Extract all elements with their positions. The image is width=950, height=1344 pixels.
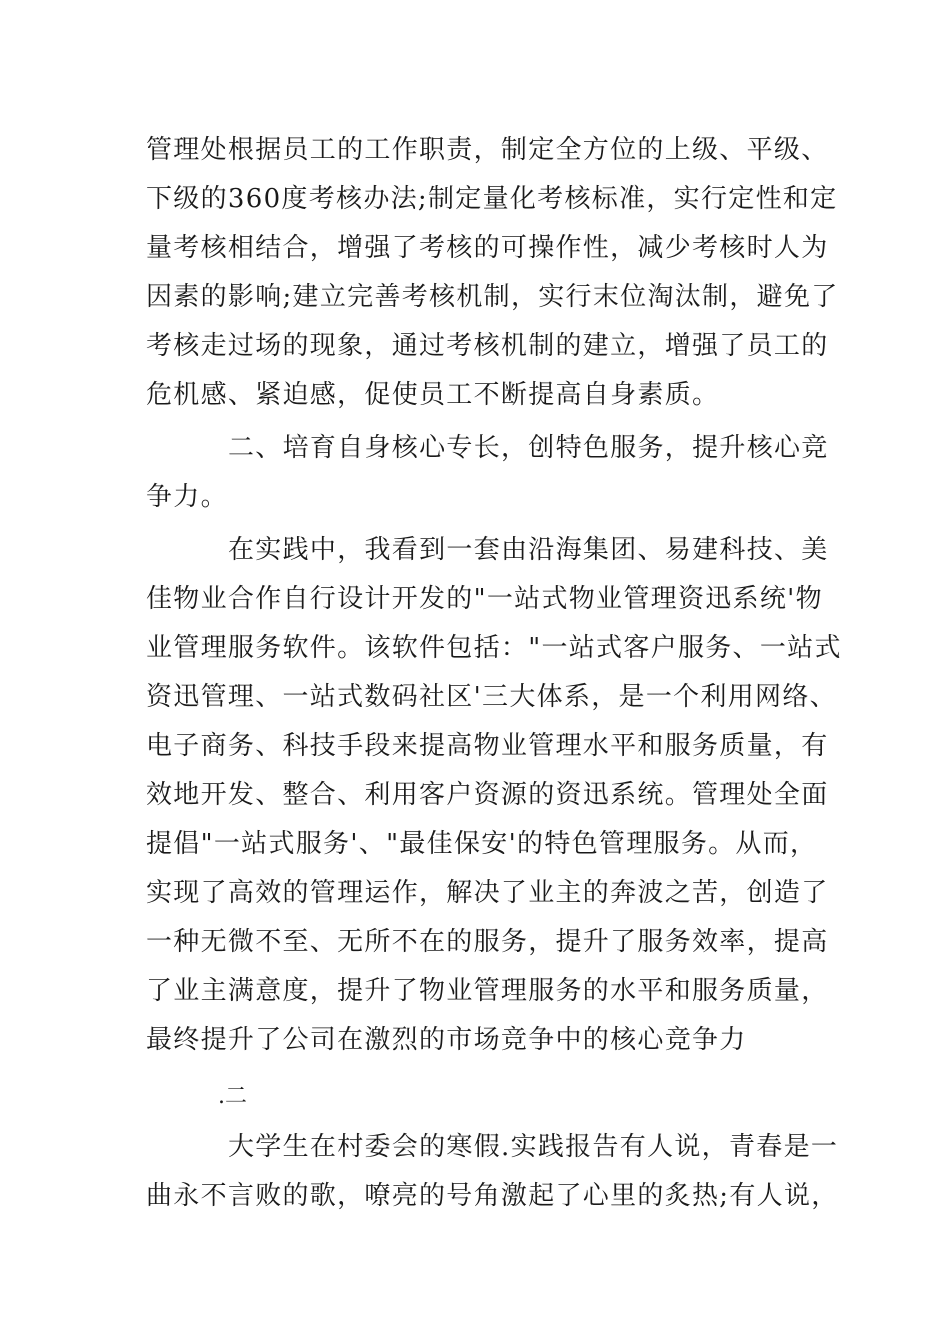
text-line: 下级的360度考核办法;制定量化考核标准，实行定性和定 xyxy=(146,184,838,214)
text-line: 管理处根据员工的工作职责，制定全方位的上级、平级、 xyxy=(146,135,829,165)
text-line: 资迅管理、一站式数码社区'三大体系，是一个利用网络、 xyxy=(146,682,837,712)
paragraph-first-line: 大学生在村委会的寒假.实践报告有人说，青春是一 xyxy=(228,1132,839,1162)
section-marker: .二 xyxy=(218,1084,247,1109)
text-line: 曲永不言败的歌，嘹亮的号角激起了心里的炙热;有人说， xyxy=(146,1181,839,1211)
section-heading: 二、培育自身核心专长，创特色服务，提升核心竞 xyxy=(228,433,829,463)
text-line: 实现了高效的管理运作，解决了业主的奔波之苦，创造了 xyxy=(146,878,829,908)
text-line: 危机感、紧迫感，促使员工不断提高自身素质。 xyxy=(146,380,720,410)
text-line: 了业主满意度，提升了物业管理服务的水平和服务质量， xyxy=(146,976,829,1006)
paragraph-first-line: 在实践中，我看到一套由沿海集团、易建科技、美 xyxy=(228,535,829,565)
text-line: 最终提升了公司在激烈的市场竞争中的核心竞争力 xyxy=(146,1025,747,1055)
section-heading-continued: 争力。 xyxy=(146,482,228,512)
text-line: 电子商务、科技手段来提高物业管理水平和服务质量，有 xyxy=(146,731,829,761)
text-line: 考核走过场的现象，通过考核机制的建立，增强了员工的 xyxy=(146,331,829,361)
text-line: 效地开发、整合、利用客户资源的资迅系统。管理处全面 xyxy=(146,780,829,810)
text-line: 提倡"一站式服务'、"最佳保安'的特色管理服务。从而， xyxy=(146,829,818,859)
text-line: 一种无微不至、无所不在的服务，提升了服务效率，提高 xyxy=(146,927,829,957)
text-line: 佳物业合作自行设计开发的"一站式物业管理资迅系统'物 xyxy=(146,584,823,614)
text-line: 量考核相结合，增强了考核的可操作性，减少考核时人为 xyxy=(146,233,829,263)
text-line: 业管理服务软件。该软件包括："一站式客户服务、一站式 xyxy=(146,633,842,663)
text-line: 因素的影响;建立完善考核机制，实行末位淘汰制，避免了 xyxy=(146,282,839,312)
